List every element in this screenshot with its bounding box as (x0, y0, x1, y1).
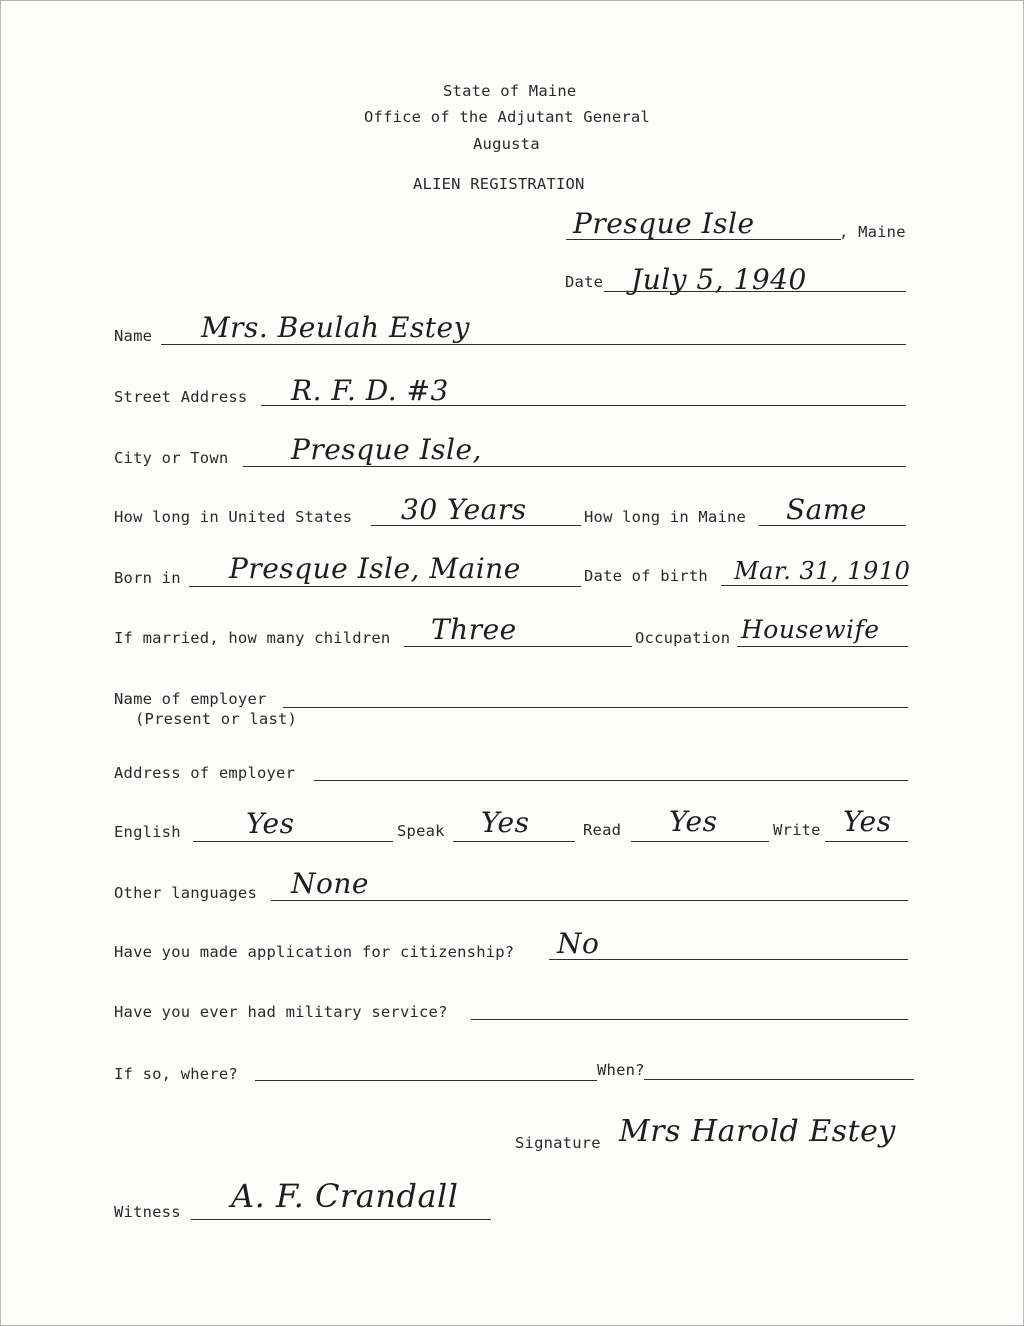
place-value: Presque Isle (573, 207, 755, 240)
header-state: State of Maine (443, 82, 577, 100)
employer-name-line (283, 707, 908, 708)
name-line (161, 344, 906, 345)
name-value: Mrs. Beulah Estey (201, 311, 470, 344)
born-label: Born in (114, 569, 181, 587)
employer-name-sublabel: (Present or last) (135, 710, 298, 728)
born-line (189, 586, 581, 587)
street-label: Street Address (114, 388, 248, 406)
read-line (631, 841, 769, 842)
where-line (255, 1080, 597, 1081)
when-line (644, 1079, 914, 1080)
read-value: Yes (669, 805, 718, 838)
employer-name-label: Name of employer (114, 690, 267, 708)
children-line (404, 646, 632, 647)
english-value: Yes (246, 807, 295, 840)
header-office: Office of the Adjutant General (364, 108, 650, 126)
us-time-line (371, 525, 581, 526)
write-label: Write (773, 821, 821, 839)
born-value: Presque Isle, Maine (229, 552, 521, 585)
maine-time-value: Same (786, 493, 867, 526)
military-line (471, 1019, 908, 1020)
other-languages-value: None (291, 867, 369, 900)
dob-line (721, 585, 908, 586)
dob-label: Date of birth (584, 567, 708, 585)
citizenship-value: No (557, 927, 600, 960)
occupation-line (737, 646, 908, 647)
military-label: Have you ever had military service? (114, 1003, 448, 1021)
speak-value: Yes (481, 806, 530, 839)
date-value: July 5, 1940 (631, 263, 807, 296)
english-line (193, 841, 393, 842)
other-languages-label: Other languages (114, 884, 257, 902)
city-line (243, 466, 906, 467)
city-value: Presque Isle, (291, 433, 482, 466)
us-time-value: 30 Years (401, 493, 527, 526)
us-time-label: How long in United States (114, 508, 353, 526)
maine-time-line (759, 525, 906, 526)
street-line (261, 405, 906, 406)
date-label: Date (565, 273, 604, 291)
signature-value: Mrs Harold Estey (619, 1114, 896, 1149)
write-value: Yes (843, 805, 892, 838)
name-label: Name (114, 327, 153, 345)
witness-value: A. F. Crandall (231, 1177, 459, 1215)
occupation-label: Occupation (635, 629, 731, 647)
date-line (604, 291, 906, 292)
citizenship-label: Have you made application for citizenship? (114, 943, 515, 961)
read-label: Read (583, 821, 622, 839)
witness-line (191, 1219, 491, 1220)
maine-time-label: How long in Maine (584, 508, 747, 526)
citizenship-line (549, 959, 908, 960)
speak-line (453, 841, 575, 842)
dob-value: Mar. 31, 1910 (734, 557, 911, 585)
employer-address-line (314, 780, 908, 781)
header-city: Augusta (473, 135, 540, 153)
when-label: When? (597, 1061, 645, 1079)
form-title: ALIEN REGISTRATION (413, 175, 585, 193)
children-value: Three (431, 613, 517, 646)
signature-label: Signature (515, 1134, 601, 1152)
witness-label: Witness (114, 1203, 181, 1221)
place-line (566, 239, 841, 240)
write-line (825, 841, 908, 842)
where-label: If so, where? (114, 1065, 238, 1083)
english-label: English (114, 823, 181, 841)
other-languages-line (271, 900, 908, 901)
employer-address-label: Address of employer (114, 764, 296, 782)
street-value: R. F. D. #3 (291, 374, 449, 407)
children-label: If married, how many children (114, 629, 391, 647)
speak-label: Speak (397, 822, 445, 840)
occupation-value: Housewife (741, 615, 880, 644)
city-label: City or Town (114, 449, 229, 467)
place-suffix: , Maine (839, 223, 906, 241)
